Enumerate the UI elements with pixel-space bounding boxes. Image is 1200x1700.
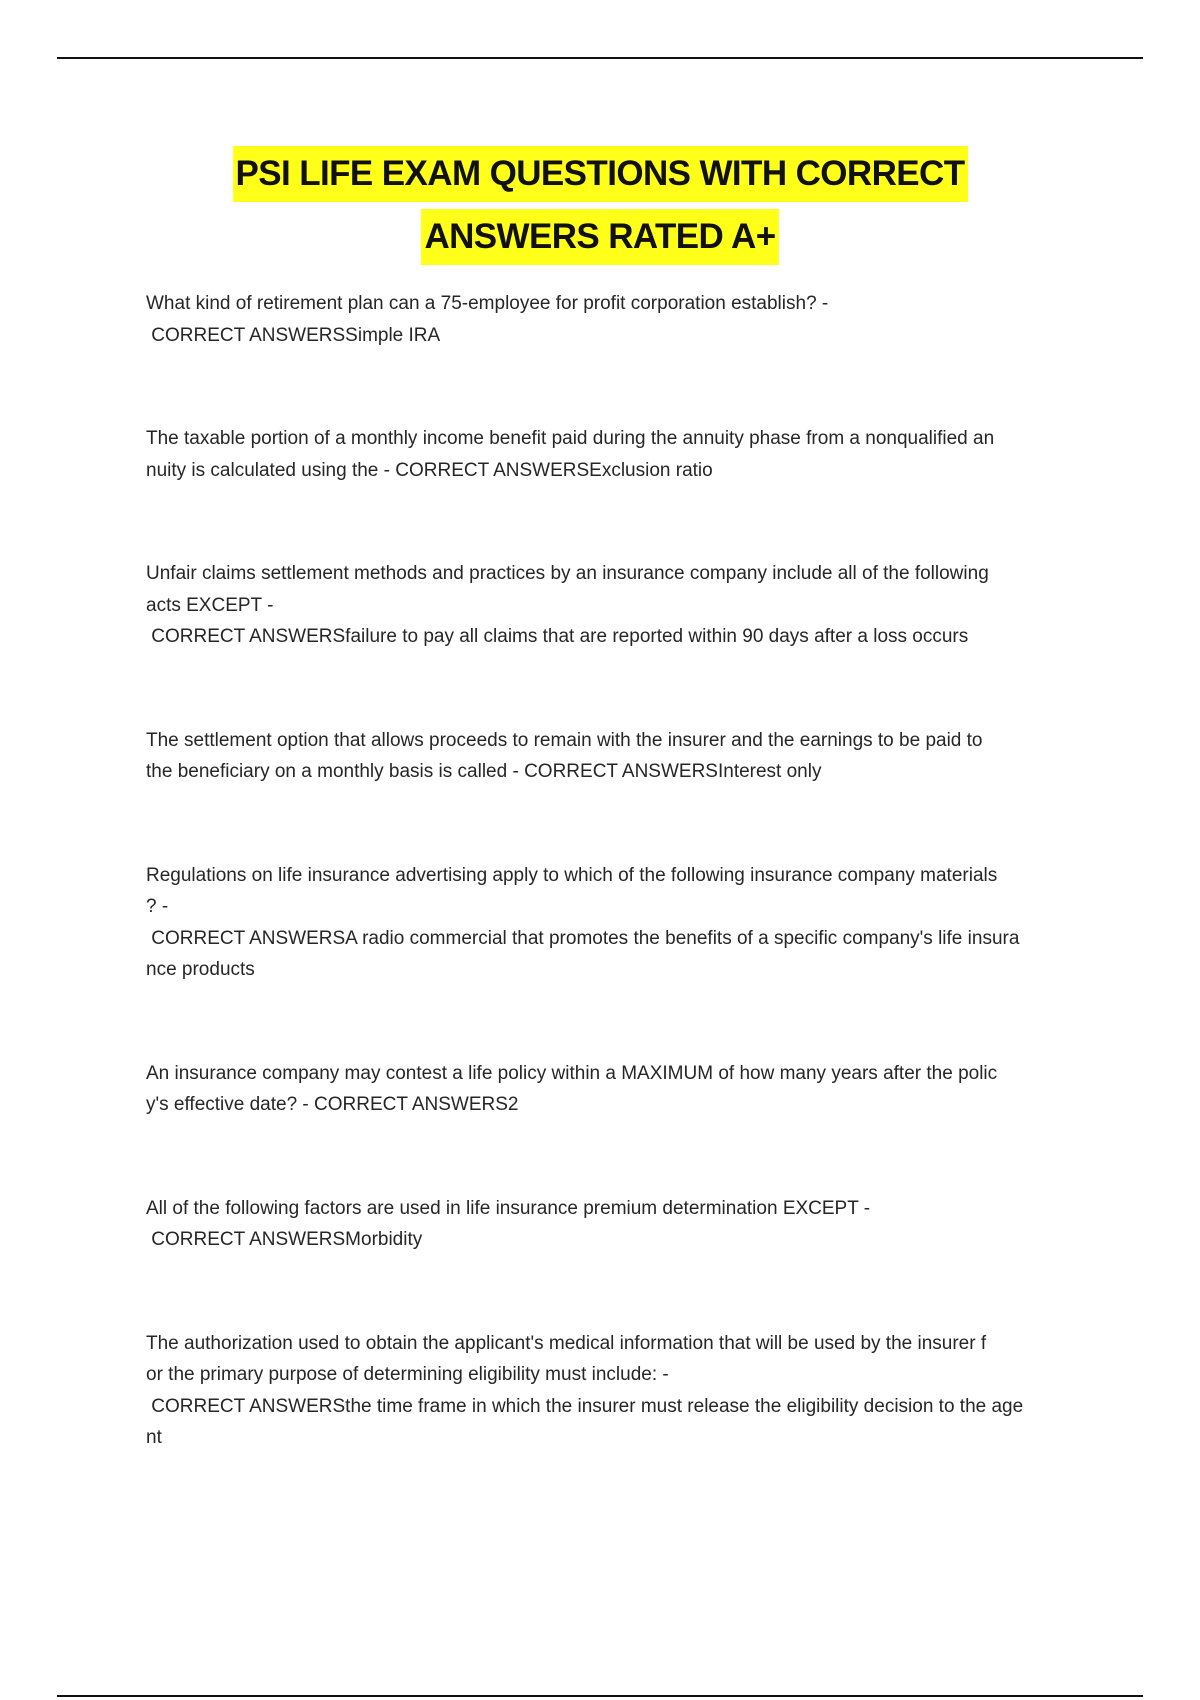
entry-line: Unfair claims settlement methods and practices by an insurance company include all of the following xyxy=(146,563,989,584)
question-entry xyxy=(146,1328,1096,1454)
question-entry xyxy=(146,1058,1096,1121)
entry-line: nt xyxy=(146,1427,162,1448)
entry-line: the beneficiary on a monthly basis is called - CORRECT ANSWERSInterest only xyxy=(146,761,822,782)
entry-line: CORRECT ANSWERSA radio commercial that promotes the benefits of a specific company's life insura xyxy=(146,927,1020,949)
entry-line: acts EXCEPT - xyxy=(146,594,274,616)
top-rule xyxy=(57,57,1143,59)
entry-line: or the primary purpose of determining eligibility must include: - xyxy=(146,1364,669,1385)
question-list xyxy=(146,288,1096,1526)
entry-line: The taxable portion of a monthly income benefit paid during the annuity phase from a nonqualified an xyxy=(146,428,995,449)
entry-line: Regulations on life insurance advertising apply to which of the following insurance company materials xyxy=(146,864,998,886)
entry-line: nuity is calculated using the - CORRECT ANSWERSExclusion ratio xyxy=(146,459,713,481)
question-entry xyxy=(146,725,1096,788)
entry-line: The settlement option that allows proceeds to remain with the insurer and the earnings to be paid to xyxy=(146,729,983,751)
document-title xyxy=(0,146,1200,265)
entry-line: nce products xyxy=(146,959,255,980)
entry-line: All of the following factors are used in life insurance premium determination EXCEPT - xyxy=(146,1197,871,1219)
entry-line: ? - xyxy=(146,896,169,917)
question-entry xyxy=(146,860,1096,986)
question-entry xyxy=(146,423,1096,486)
entry-line: The authorization used to obtain the applicant's medical information that will be used by the insurer f xyxy=(146,1332,987,1354)
entry-line: What kind of retirement plan can a 75-employee for profit corporation establish? - xyxy=(146,293,829,314)
entry-line: y's effective date? - CORRECT ANSWERS2 xyxy=(146,1094,519,1115)
question-entry xyxy=(146,288,1096,351)
bottom-rule xyxy=(57,1695,1143,1697)
question-entry xyxy=(146,1193,1096,1256)
title-line-1: PSI LIFE EXAM QUESTIONS WITH CORRECT xyxy=(233,146,968,202)
question-entry xyxy=(146,558,1096,653)
entry-line: CORRECT ANSWERSfailure to pay all claims that are reported within 90 days after a loss occurs xyxy=(146,626,969,647)
entry-line: CORRECT ANSWERSMorbidity xyxy=(146,1229,423,1250)
entry-line: CORRECT ANSWERSSimple IRA xyxy=(146,324,441,346)
title-line-2: ANSWERS RATED A+ xyxy=(421,209,778,265)
entry-line: An insurance company may contest a life policy within a MAXIMUM of how many years after the polic xyxy=(146,1062,998,1084)
entry-line: CORRECT ANSWERSthe time frame in which the insurer must release the eligibility decision to the age xyxy=(146,1395,1024,1417)
